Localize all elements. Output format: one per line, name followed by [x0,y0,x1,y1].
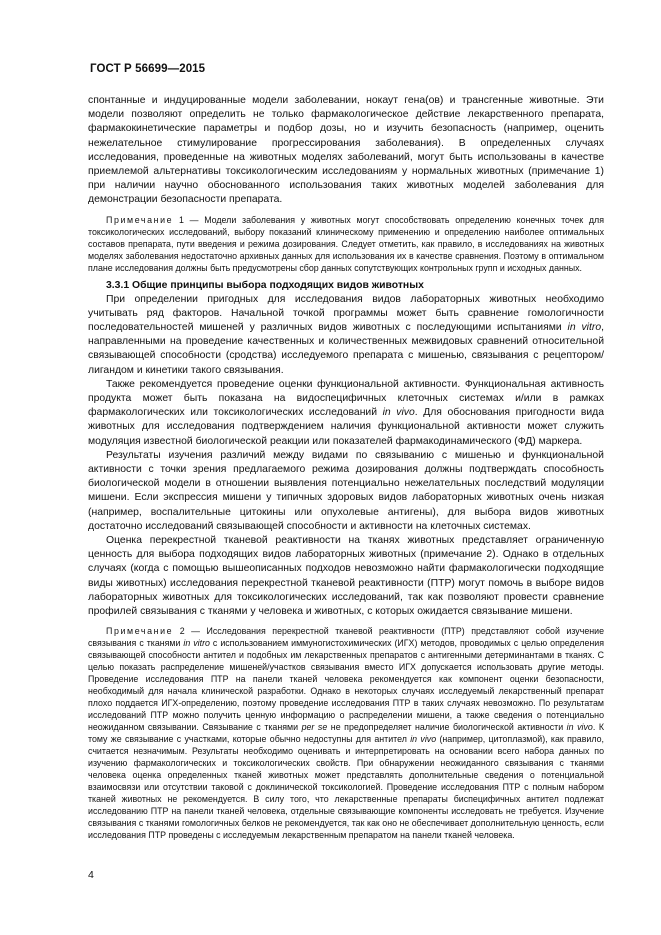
intro-paragraph: спонтанные и индуцированные модели заболевании, нокаут гена(ов) и трансгенные животные. Эти модели позволяют определить не только фармакологическое действие лекарственного препарата, фармакокинетические параметры и подбор дозы, но и изучить безопасность (например, оценить нежелательное стимулирование прогрессирования заболевания). В определенных случаях исследования, проведенные на животных моделях заболеваний, могут быть использованы в качестве приемлемой альтернативы токсикологическим исследованиям у нормальных животных (примечание 1) при наличии научно обоснованного использования таких животных моделей заболевания для демонстрации безопасности препарата. [88,95,604,206]
note-2-text-1: 2 — Исследования перекрестной тканевой реактивности (ПТР) представляют собой изучение связывания с тканями [88,626,604,649]
note-2-text-4: . К тому же связывание с участками, которые обычно недоступны для антител [88,722,604,745]
paragraph-2-text-a: Также рекомендуется проведение оценки функциональной активности. Функциональная активность продукта может быть показана на видоспецифичных клеточных системах и/или в рамках фармакологических или токсикологических исследований [88,378,604,419]
note-2-italic-1: in vitro [183,638,210,649]
page-number: 4 [88,869,94,881]
paragraph-2 [88,378,604,449]
paragraph-2-text-b: . Для обоснования пригодности вида животных для исследования подтверждением наличия функциональной активности может служить модуляция известной биологической реакции или показателей фармакодинамического (ФД) маркера. [88,407,605,447]
note-1-text: 1 — Модели заболевания у животных могут способствовать определению конечных точек для токсикологических исследований, выбору показаний клиническому применению и определению наиболее оптимальных составов препарата, пути введения и режима дозирования. Следует отметить, как правило, в исследованиях на животных моделях заболевания недостаточно архивных данных для использования их в качестве сравнения. Поэтому в оптимальном плане исследования должны быть предусмотрены сбор данных сопутствующих контрольных групп и исходных данных. [88,214,604,273]
paragraph-1-text-a: При определении пригодных для исследования видов лабораторных животных необходимо учитывать ряд факторов. Начальной точкой программы может быть сравнение гомологичности последовательностей мишеней у различных видов животных с последующими испытаниями [88,293,604,334]
paragraph-1-italic: in vitro [567,322,602,334]
note-2-italic-2: per se [301,722,328,733]
paragraph-2-italic: in vivo [382,407,415,419]
note-2-italic-3: in vivo [566,722,593,733]
paragraph-3: Результаты изучения различий между видами по связыванию с мишенью и функциональной активности с точки зрения предлагаемого режима дозирования должны подтверждать способность биологической модели в отношении выявления потенциально нежелательных последствий модуляции мишени. Если экспрессия мишени у типичных здоровых видов лабораторных животных очень низкая (например, воспалительные цитокины или опухолевые антигены), для выбора видов животных достаточно исследований связывающей способности и активности на клеточных системах. [88,449,604,532]
paragraph-1-text-b: , направленными на проведение качественных и количественных межвидовых сравнений относительной связывающей способности (сродства) исследуемого препарата с мишенью, связывания с рецептором/лигандом и кинетики такого связывания. [88,322,604,376]
note-2-text-2: с использованием иммуногистохимических (ИГХ) методов, проводимых с целью определения связывающей способности антител и подобных им лекарственных препаратов с антигенными детерминантами в тканях. С целью показать распределение мишеней/участков связывания вместо ИГХ допускается использовать другие методы. Проведение исследования ПТР на панели тканей человека рекомендуется как компонент оценки безопасности, необходимый для начала клинической разработки. Однако в некоторых случаях исследуемый лекарственный препарат плохо поддается ИГХ-определению, поэтому проведение исследования ПТР в таких случаях невозможно. По результатам исследований ПТР можно получить ценную информацию о распределении мишени, а также сведения о потенциально неожиданном связывании. Связывание с тканями [88,638,604,733]
paragraph-4: Оценка перекрестной тканевой реактивности на тканях животных представляет ограниченную ценность для выбора подходящих видов лабораторных животных (примечание 2). Однако в отдельных случаях (когда с помощью вышеописанных подходов невозможно найти фармакологически подходящие виды животных) исследования перекрестной тканевой реактивности (ПТР) могут помочь в выборе видов лабораторных животных для токсикологических исследований, так как позволяют провести сравнение профилей связывания с тканями у человека и животных, с которых ожидается связывание мишени. [88,535,604,618]
document-body [88,94,604,841]
note-2-text-5: (например, цитоплазмой), как правило, считается незначимым. Результаты необходимо оценивать и интерпретировать на основании всего набора данных по изучению фармакологических и токсикологических свойств. При обнаружении неожиданного связывания с тканями человека оценка определенных тканей животных может представлять дополнительные сведения о потенциальной взаимосвязи или отсутствии таковой с доклинической токсикологией. Проведение исследования ПТР с полным набором тканей животных не рекомендуется. В силу того, что лекарственные препараты биспецифичных антител подлежат исследованию ПТР на панели тканей человека, отдельные связывающие компоненты исследовать не требуется. Изучение связывания с тканями гомологичных белков не рекомендуется, так как оно не обеспечивает дополнительную ценность, если исследования ПТР проведены с исследуемым лекарственным препаратом на панели тканей человека. [88,734,604,841]
note-2-text-3: не предопределяет наличие биологической активности [327,722,567,733]
note-1 [88,214,604,274]
section-heading: 3.3.1 Общие принципы выбора подходящих видов животных [106,279,424,291]
note-2-italic-4: in vivo [410,734,437,745]
document-header: ГОСТ Р 56699—2015 [90,63,206,75]
note-2-label: Примечание [106,626,174,637]
note-2 [88,625,604,841]
note-1-label: Примечание [106,214,174,225]
paragraph-1 [88,293,604,378]
